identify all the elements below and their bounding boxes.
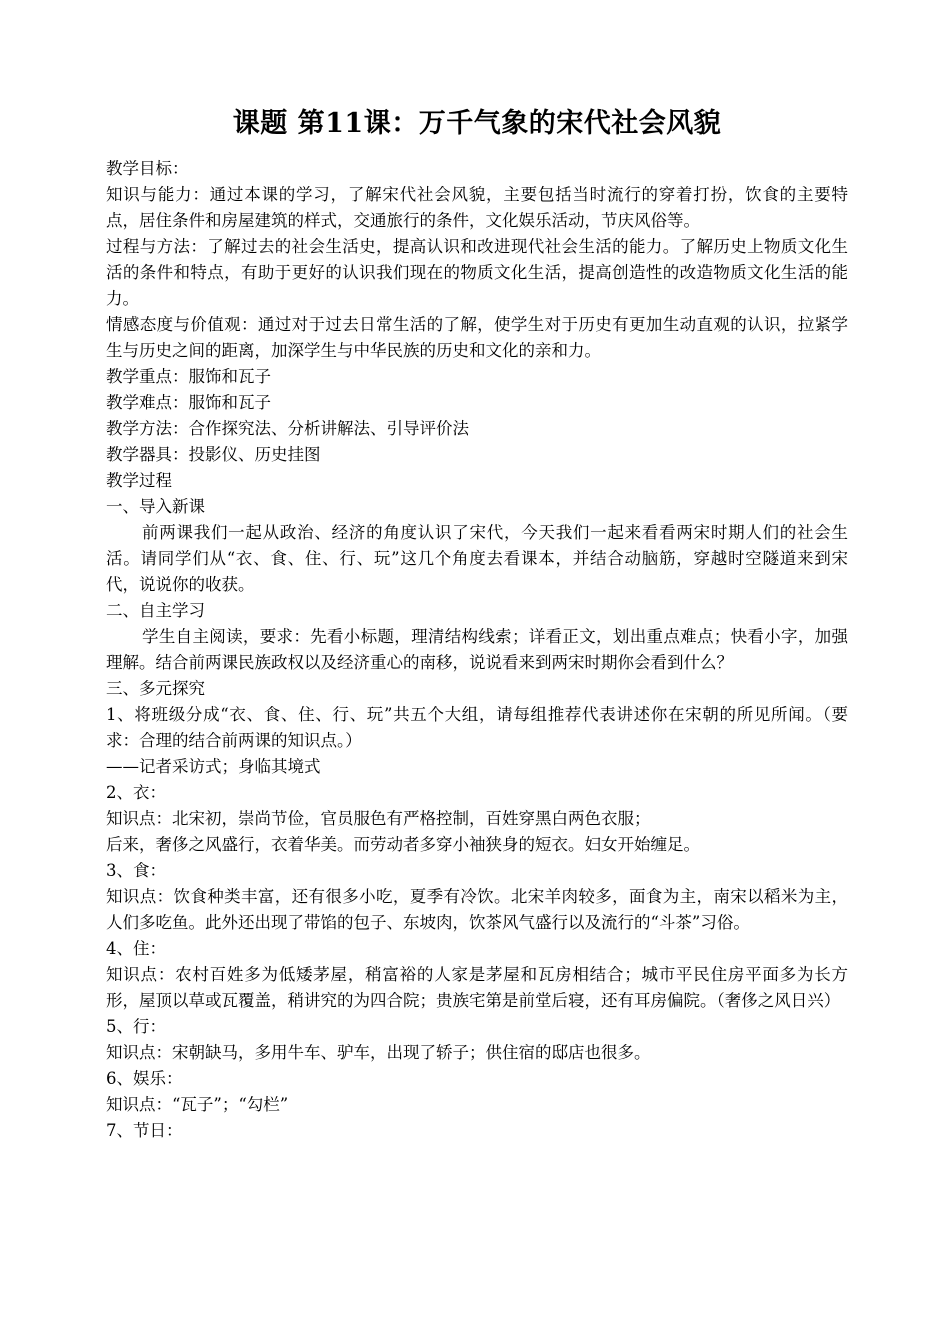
paragraph: 教学目标： — [106, 159, 189, 178]
paragraph: 知识点：饮食种类丰富，还有很多小吃，夏季有冷饮。北宋羊肉较多，面食为主，南宋以稻米为主，人们多吃鱼。此外还出现了带馅的包子、东坡肉，饮茶风气盛行以及流行的“斗茶”习俗。 — [106, 887, 848, 932]
paragraph: 6、娱乐： — [106, 1069, 183, 1088]
paragraph: 学生自主阅读，要求：先看小标题，理清结构线索；详看正文，划出重点难点；快看小字，加强理解。结合前两课民族政权以及经济重心的南移，说说看来到两宋时期你会看到什么？ — [106, 627, 848, 672]
paragraph: 5、行： — [106, 1017, 166, 1036]
paragraph: 过程与方法：了解过去的社会生活史，提高认识和改进现代社会生活的能力。了解历史上物质文化生活的条件和特点，有助于更好的认识我们现在的物质文化生活，提高创造性的改造物质文化生活的能力。 — [106, 237, 848, 308]
paragraph: 知识点：农村百姓多为低矮茅屋，稍富裕的人家是茅屋和瓦房相结合；城市平民住房平面多为长方形，屋顶以草或瓦覆盖，稍讲究的为四合院；贵族宅第是前堂后寝，还有耳房偏院。（奢侈之风日兴） — [106, 965, 848, 1010]
paragraph: 教学难点：服饰和瓦子 — [106, 393, 271, 412]
paragraph: 后来，奢侈之风盛行，衣着华美。而劳动者多穿小袖狭身的短衣。妇女开始缠足。 — [106, 835, 700, 854]
paragraph: 一、导入新课 — [106, 497, 205, 516]
paragraph: 教学方法：合作探究法、分析讲解法、引导评价法 — [106, 419, 469, 438]
paragraph: 教学器具：投影仪、历史挂图 — [106, 445, 321, 464]
paragraph: 前两课我们一起从政治、经济的角度认识了宋代，今天我们一起来看看两宋时期人们的社会生活。请同学们从“衣、食、住、行、玩”这几个角度去看课本，并结合动脑筋，穿越时空隧道来到宋代，说说你的收获。 — [106, 523, 848, 594]
paragraph: 3、食： — [106, 861, 166, 880]
paragraph: 知识与能力：通过本课的学习，了解宋代社会风貌，主要包括当时流行的穿着打扮，饮食的主要特点，居住条件和房屋建筑的样式，交通旅行的条件，文化娱乐活动，节庆风俗等。 — [106, 185, 848, 230]
paragraph: 教学过程 — [106, 471, 172, 490]
paragraph: 三、多元探究 — [106, 679, 205, 698]
paragraph: 7、节日： — [106, 1121, 183, 1140]
page-title: 课题 第11课：万千气象的宋代社会风貌 — [232, 108, 722, 139]
paragraph: 教学重点：服饰和瓦子 — [106, 367, 271, 386]
paragraph: 知识点：宋朝缺马，多用牛车、驴车，出现了轿子；供住宿的邸店也很多。 — [106, 1043, 651, 1062]
paragraph: 情感态度与价值观：通过对于过去日常生活的了解，使学生对于历史有更加生动直观的认识，拉紧学生与历史之间的距离，加深学生与中华民族的历史和文化的亲和力。 — [106, 315, 848, 360]
paragraph: 4、住： — [106, 939, 166, 958]
paragraph: 知识点：北宋初，崇尚节俭，官员服色有严格控制，百姓穿黑白两色衣服； — [106, 809, 651, 828]
document-body — [106, 156, 848, 1144]
paragraph: 1、将班级分成“衣、食、住、行、玩”共五个大组，请每组推荐代表讲述你在宋朝的所见所闻。（要求：合理的结合前两课的知识点。） — [106, 705, 848, 750]
paragraph: 2、衣： — [106, 783, 166, 802]
paragraph: ——记者采访式；身临其境式 — [106, 757, 321, 776]
paragraph: 二、自主学习 — [106, 601, 205, 620]
document-page — [106, 104, 848, 1144]
paragraph: 知识点：“瓦子”；“勾栏” — [106, 1095, 289, 1114]
